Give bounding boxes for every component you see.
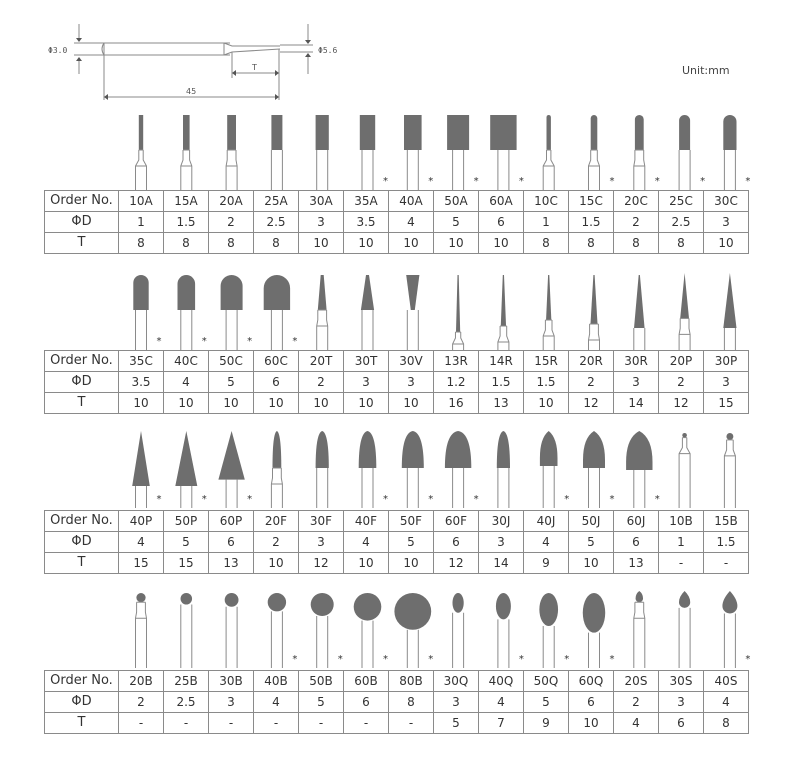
tool-40Q [496,593,524,668]
tool-10B [679,433,690,508]
cell-t: 9 [524,713,569,734]
cell-order: 60B [344,671,389,692]
cell-t: 10 [299,393,344,414]
row-d [45,692,749,713]
cell-d: 5 [569,532,614,553]
cell-t: 10 [254,393,299,414]
tool-30Q [452,593,463,668]
tool-20B [136,593,147,668]
cell-order: 40F [344,511,389,532]
tool-30C [723,115,750,190]
tool-30F [316,431,329,508]
cell-t: - [389,713,434,734]
star-mark: * [292,654,298,665]
cell-order: 50F [389,511,434,532]
tool-40P [132,431,161,508]
cell-order: 30Q [434,671,479,692]
tool-35A [360,115,388,190]
tool-drawings [44,270,754,350]
cell-order: 20F [254,511,299,532]
row-order [45,191,749,212]
row-t [45,553,749,574]
cell-t: 10 [434,233,479,254]
cell-order: 50P [164,511,209,532]
cell-order: 30J [479,511,524,532]
star-mark: * [156,336,162,347]
tool-30J [497,431,510,508]
tool-50B [311,593,343,668]
cell-t: 10 [389,233,434,254]
row-d [45,532,749,553]
tool-25A [271,115,282,190]
cell-d: 2 [614,692,659,713]
cell-t: 14 [479,553,524,574]
cell-d: 1 [659,532,704,553]
cell-t: 15 [119,553,164,574]
star-mark: * [201,336,207,347]
cell-d: 1 [524,212,569,233]
cell-order: 40B [254,671,299,692]
row-t [45,393,749,414]
row-label: Order No. [45,511,119,532]
cell-d: 5 [209,372,254,393]
cell-t: 10 [164,393,209,414]
cell-t: - [659,553,704,574]
tool-15C [589,115,615,190]
tool-30A [316,115,329,190]
cell-d: 5 [524,692,569,713]
cell-t: 15 [704,393,749,414]
cell-t: 8 [569,233,614,254]
spec-section-2 [44,270,754,415]
cell-t: 8 [659,233,704,254]
cell-d: 3 [614,372,659,393]
row-label: T [45,233,119,254]
tool-35C [133,275,161,350]
spec-section-3 [44,428,754,573]
cell-d: 2 [614,212,659,233]
cell-d: 1.5 [164,212,209,233]
cell-t: 8 [524,233,569,254]
tool-20F [271,431,282,508]
tool-40J [540,431,569,508]
star-mark: * [609,494,615,505]
spec-section-1 [44,110,754,255]
row-label: T [45,713,119,734]
cell-order: 35A [344,191,389,212]
cell-d: 3 [344,372,389,393]
star-mark: * [609,654,615,665]
cell-d: 4 [524,532,569,553]
star-mark: * [518,176,524,187]
spec-table [44,190,749,254]
star-mark: * [383,176,388,187]
cell-order: 60F [434,511,479,532]
cell-order: 30C [704,191,749,212]
cell-t: 10 [344,553,389,574]
cell-d: 8 [389,692,434,713]
cell-t: 8 [704,713,749,734]
cell-t: 10 [344,393,389,414]
cell-t: 14 [614,393,659,414]
cell-t: 12 [299,553,344,574]
cell-d: 3.5 [344,212,389,233]
star-mark: * [156,494,162,505]
cell-order: 30S [659,671,704,692]
cell-d: 6 [614,532,659,553]
cell-order: 20P [659,351,704,372]
star-mark: * [247,336,253,347]
star-mark: * [564,654,570,665]
star-mark: * [745,654,751,665]
star-mark: * [383,654,388,665]
cell-d: 4 [479,692,524,713]
cell-d: 3 [209,692,254,713]
tool-50Q [539,593,569,668]
cell-d: 1.5 [704,532,749,553]
star-mark: * [428,176,434,187]
cell-order: 40Q [479,671,524,692]
cell-order: 15B [704,511,749,532]
cell-order: 50B [299,671,344,692]
cell-d: 3 [704,212,749,233]
cell-d: 1.2 [434,372,479,393]
tool-40A [404,115,433,190]
tool-50C [221,275,253,350]
cell-order: 50J [569,511,614,532]
cell-d: 6 [569,692,614,713]
dimension-diagram [0,0,400,110]
cell-order: 30B [209,671,254,692]
tool-10C [543,115,554,190]
tool-20P [679,273,690,350]
cell-d: 5 [164,532,209,553]
cell-order: 20R [569,351,614,372]
star-mark: * [518,654,524,665]
spec-table [44,350,749,414]
cell-t: 8 [614,233,659,254]
cell-t: 12 [659,393,704,414]
cell-order: 60A [479,191,524,212]
cell-order: 60C [254,351,299,372]
tool-14R [498,275,509,350]
row-t [45,713,749,734]
row-order [45,511,749,532]
star-mark: * [292,336,298,347]
tool-60P [218,431,252,508]
tool-20S [634,591,645,668]
tool-drawings [44,110,754,190]
tool-40F [359,431,388,508]
cell-t: 13 [209,553,254,574]
cell-d: 6 [344,692,389,713]
cell-t: 4 [614,713,659,734]
cell-order: 50Q [524,671,569,692]
cell-order: 10B [659,511,704,532]
star-mark: * [654,176,660,187]
row-order [45,671,749,692]
spec-table [44,670,749,734]
cell-t: - [344,713,389,734]
unit-label: Unit:mm [682,64,730,77]
star-mark: * [745,176,751,187]
row-label: ΦD [45,372,119,393]
row-order [45,351,749,372]
cell-order: 25B [164,671,209,692]
cell-d: 5 [389,532,434,553]
cell-order: 20B [119,671,164,692]
tool-40C [178,275,207,350]
cell-t: 7 [479,713,524,734]
tool-30P [723,273,736,350]
tool-30T [361,275,374,350]
cell-order: 30V [389,351,434,372]
row-t [45,233,749,254]
tool-50F [402,431,434,508]
cell-t: 15 [164,553,209,574]
cell-order: 15A [164,191,209,212]
cell-order: 40S [704,671,749,692]
cell-d: 2.5 [164,692,209,713]
cell-order: 30R [614,351,659,372]
star-mark: * [654,494,660,505]
row-label: Order No. [45,671,119,692]
shank-diameter-label: Φ3.0 [48,46,68,55]
star-mark: * [473,176,479,187]
cell-t: 10 [119,393,164,414]
cell-order: 25A [254,191,299,212]
cell-d: 1.5 [524,372,569,393]
cell-d: 3 [434,692,479,713]
star-mark: * [473,494,479,505]
cell-t: - [704,553,749,574]
tool-15B [724,433,735,508]
tool-60J [626,431,660,508]
row-label: T [45,393,119,414]
tool-20T [317,275,328,350]
cell-d: 2 [254,532,299,553]
cell-t: 16 [434,393,479,414]
tool-50P [175,431,207,508]
tool-10A [136,115,147,190]
cell-t: 10 [299,233,344,254]
row-label: Order No. [45,191,119,212]
cell-d: 2 [659,372,704,393]
tool-50A [447,115,479,190]
cell-order: 20T [299,351,344,372]
star-mark: * [700,176,706,187]
cell-t: 10 [569,713,614,734]
star-mark: * [428,654,434,665]
star-mark: * [383,494,388,505]
cell-t: 10 [524,393,569,414]
cell-d: 2 [299,372,344,393]
cell-d: 2.5 [659,212,704,233]
cell-order: 60Q [569,671,614,692]
tool-15A [181,115,192,190]
cell-d: 3 [659,692,704,713]
tool-40B [268,593,298,668]
star-mark: * [247,494,253,505]
cell-d: 2 [209,212,254,233]
tool-13R [453,275,464,350]
cell-order: 30P [704,351,749,372]
tool-drawings [44,588,754,668]
cell-d: 3.5 [119,372,164,393]
cell-t: 10 [479,233,524,254]
star-mark: * [428,494,434,505]
cell-order: 13R [434,351,479,372]
cell-order: 30T [344,351,389,372]
tool-60C [264,275,298,350]
cell-d: 5 [299,692,344,713]
cell-order: 35C [119,351,164,372]
tool-25C [679,115,705,190]
cell-t: 10 [704,233,749,254]
cell-order: 60P [209,511,254,532]
tool-30B [225,593,239,668]
cell-t: 8 [254,233,299,254]
cell-d: 2 [569,372,614,393]
tool-drawings [44,428,754,508]
tool-20C [634,115,660,190]
cell-t: 5 [434,713,479,734]
cell-d: 4 [344,532,389,553]
head-diameter-label: Φ5.6 [318,46,338,55]
star-mark: * [564,494,570,505]
cell-d: 6 [479,212,524,233]
cell-d: 2 [119,692,164,713]
cell-t: 10 [389,553,434,574]
cell-order: 40C [164,351,209,372]
cell-order: 80B [389,671,434,692]
cell-order: 40J [524,511,569,532]
cell-order: 50C [209,351,254,372]
cell-order: 20C [614,191,659,212]
cell-order: 15C [569,191,614,212]
cell-d: 3 [299,532,344,553]
star-mark: * [337,654,343,665]
cell-order: 60J [614,511,659,532]
row-d [45,372,749,393]
tool-60F [445,431,479,508]
row-label: ΦD [45,212,119,233]
tool-20A [226,115,237,190]
cell-t: 10 [254,553,299,574]
row-label: T [45,553,119,574]
cell-d: 6 [434,532,479,553]
cell-d: 1 [119,212,164,233]
cell-t: 8 [164,233,209,254]
spec-table [44,510,749,574]
cell-t: 8 [209,233,254,254]
cell-order: 20A [209,191,254,212]
cell-order: 40P [119,511,164,532]
cell-t: 12 [569,393,614,414]
cell-t: - [254,713,299,734]
tool-60B [354,593,388,668]
cell-t: 9 [524,553,569,574]
cell-t: 8 [119,233,164,254]
tool-40S [722,591,750,668]
row-label: Order No. [45,351,119,372]
cell-t: 10 [389,393,434,414]
cell-t: - [299,713,344,734]
t-dimension-label: T [252,63,257,72]
cell-t: 10 [569,553,614,574]
cell-d: 4 [704,692,749,713]
cell-order: 40A [389,191,434,212]
cell-d: 3 [704,372,749,393]
tool-25B [181,593,193,668]
cell-order: 14R [479,351,524,372]
tool-50J [583,431,615,508]
cell-d: 6 [209,532,254,553]
tool-80B [394,593,433,668]
row-d [45,212,749,233]
cell-d: 3 [389,372,434,393]
cell-t: 13 [479,393,524,414]
cell-order: 30A [299,191,344,212]
cell-d: 4 [389,212,434,233]
tool-60A [490,115,524,190]
cell-t: 13 [614,553,659,574]
cell-order: 10A [119,191,164,212]
cell-order: 25C [659,191,704,212]
cell-t: 6 [659,713,704,734]
cell-t: - [119,713,164,734]
cell-order: 10C [524,191,569,212]
cell-d: 5 [434,212,479,233]
star-mark: * [201,494,207,505]
tool-30R [634,275,645,350]
cell-d: 3 [299,212,344,233]
cell-t: - [209,713,254,734]
cell-d: 4 [254,692,299,713]
cell-d: 3 [479,532,524,553]
row-label: ΦD [45,692,119,713]
cell-d: 6 [254,372,299,393]
tool-60Q [583,593,615,668]
cell-order: 50A [434,191,479,212]
cell-d: 1.5 [479,372,524,393]
cell-d: 4 [119,532,164,553]
tool-20R [589,275,600,350]
cell-order: 15R [524,351,569,372]
tool-30S [679,591,690,668]
spec-section-4 [44,588,754,733]
cell-t: 10 [209,393,254,414]
cell-d: 2.5 [254,212,299,233]
row-label: ΦD [45,532,119,553]
cell-d: 1.5 [569,212,614,233]
cell-t: 12 [434,553,479,574]
tool-15R [543,275,554,350]
length-dimension-label: 45 [186,87,197,96]
cell-t: - [164,713,209,734]
cell-order: 30F [299,511,344,532]
cell-t: 10 [344,233,389,254]
star-mark: * [609,176,615,187]
tool-30V [406,275,419,350]
cell-order: 20S [614,671,659,692]
cell-d: 4 [164,372,209,393]
